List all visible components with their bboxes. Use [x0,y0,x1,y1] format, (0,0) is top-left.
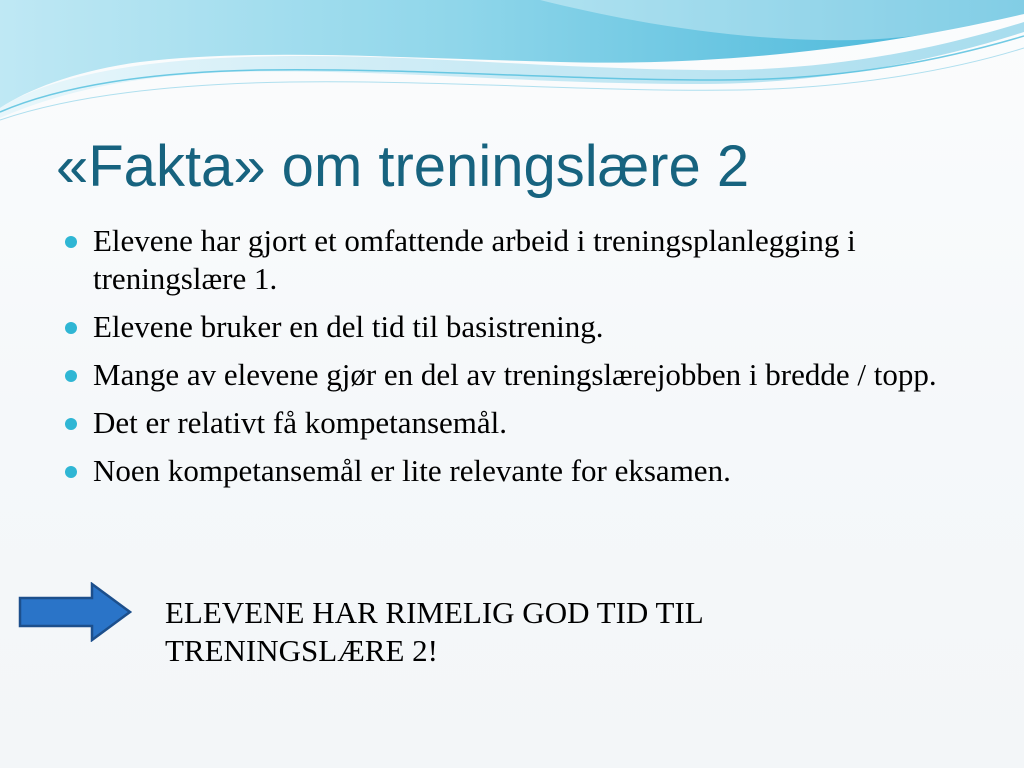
bullet-list [60,222,960,500]
bullet-text: Mange av elevene gjør en del av treningslærejobben i bredde / topp. [93,357,937,392]
conclusion-line-1: ELEVENE HAR RIMELIG GOD TID TIL [165,595,704,630]
list-item [60,308,960,346]
list-item [60,356,960,394]
list-item [60,222,960,298]
slide-title: «Fakta» om treningslære 2 [56,134,750,199]
list-item [60,404,960,442]
bullet-text: Elevene bruker en del tid til basistrening. [93,309,604,344]
bullet-icon [65,236,77,248]
bullet-icon [65,418,77,430]
bullet-icon [65,322,77,334]
bullet-text: Noen kompetansemål er lite relevante for eksamen. [93,453,731,488]
bullet-text: Elevene har gjort et omfattende arbeid i treningsplanlegging i treningslære 1. [93,223,856,296]
bullet-icon [65,466,77,478]
conclusion-text [165,594,945,670]
list-item [60,452,960,490]
header-wave-decoration [0,0,1024,130]
bullet-text: Det er relativt få kompetansemål. [93,405,508,440]
bullet-icon [65,370,77,382]
right-arrow-icon [18,582,132,642]
conclusion-line-2: TRENINGSLÆRE 2! [165,633,438,668]
